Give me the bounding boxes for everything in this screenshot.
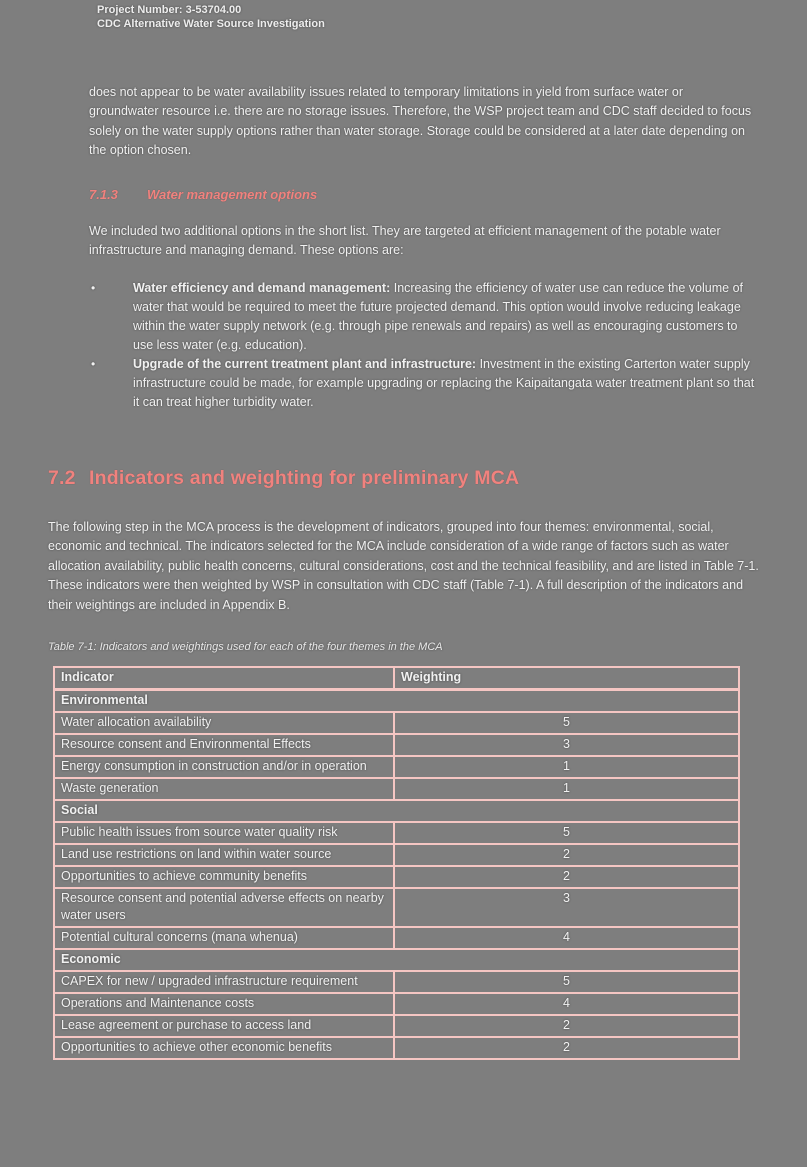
table-row xyxy=(54,971,739,993)
bullet-text: Investment in the existing Carterton water supply infrastructure could be made, for example upgrading or replacing the Kaipaitangata water treatment plant so that it can treat higher turbidity water. xyxy=(133,357,755,409)
table-body xyxy=(54,690,739,1060)
table-section-row xyxy=(54,949,739,971)
indicator-cell: Lease agreement or purchase to access land xyxy=(54,1015,394,1037)
weighting-cell: 4 xyxy=(394,927,739,949)
section-number: 7.1.3 xyxy=(89,187,118,202)
list-item xyxy=(89,279,757,355)
indicator-cell: Opportunities to achieve community benefits xyxy=(54,866,394,888)
weighting-cell: 5 xyxy=(394,822,739,844)
list-item xyxy=(89,355,757,412)
table-row xyxy=(54,712,739,734)
weighting-cell: 2 xyxy=(394,1015,739,1037)
indicator-cell: Operations and Maintenance costs xyxy=(54,993,394,1015)
column-header-weighting: Weighting xyxy=(394,667,739,690)
weighting-cell: 4 xyxy=(394,993,739,1015)
table-row xyxy=(54,756,739,778)
options-bullet-list xyxy=(89,279,757,412)
table-section-row xyxy=(54,690,739,713)
bullet-lead: Water efficiency and demand management: xyxy=(133,281,391,295)
weighting-cell: 5 xyxy=(394,712,739,734)
document-title: CDC Alternative Water Source Investigation xyxy=(97,18,325,30)
mca-table xyxy=(53,666,740,1060)
indicator-cell: Opportunities to achieve other economic benefits xyxy=(54,1037,394,1059)
table-section-label: Environmental xyxy=(54,690,739,713)
weighting-cell: 5 xyxy=(394,971,739,993)
section-heading-713 xyxy=(89,187,317,202)
indicator-cell: Resource consent and potential adverse effects on nearby water users xyxy=(54,888,394,927)
table-header-row xyxy=(54,667,739,690)
weighting-cell: 3 xyxy=(394,888,739,927)
indicator-cell: Energy consumption in construction and/or in operation xyxy=(54,756,394,778)
bullet-lead: Upgrade of the current treatment plant and infrastructure: xyxy=(133,357,477,371)
weighting-cell: 3 xyxy=(394,734,739,756)
page-header xyxy=(97,3,325,31)
weighting-cell: 2 xyxy=(394,866,739,888)
table-row xyxy=(54,734,739,756)
weighting-cell: 2 xyxy=(394,844,739,866)
table-section-row xyxy=(54,800,739,822)
project-number: Project Number: 3-53704.00 xyxy=(97,4,242,16)
weighting-cell: 2 xyxy=(394,1037,739,1059)
table-row xyxy=(54,1037,739,1059)
section-number: 7.2 xyxy=(48,467,76,489)
indicator-cell: Public health issues from source water quality risk xyxy=(54,822,394,844)
table-row xyxy=(54,778,739,800)
bullet-icon: • xyxy=(91,357,96,371)
intro-paragraph: does not appear to be water availability issues related to temporary limitations in yield from surface water or groundwater resource i.e. there are no storage issues. Therefore, the WSP project team and CDC staff decided to focus solely on the water supply options rather than water storage. Storage could be considered at a later date depending on the option chosen. xyxy=(89,84,752,157)
section-72-paragraph: The following step in the MCA process is the development of indicators, grouped into four themes: environmental, social, economic and technical. The indicators selected for the MCA include consideration of a wide range of factors such as water allocation availability, public health concerns, cultural considerations, cost and the technical feasibility, and are listed in Table 7-1. These indicators were then weighted by WSP in consultation with CDC staff (Table 7-1). A full description of the indicators and their weightings are included in Appendix B. xyxy=(48,519,759,612)
table-row xyxy=(54,927,739,949)
table-row xyxy=(54,1015,739,1037)
indicator-cell: Water allocation availability xyxy=(54,712,394,734)
table-section-label: Economic xyxy=(54,949,739,971)
table-section-label: Social xyxy=(54,800,739,822)
table-row xyxy=(54,888,739,927)
indicator-cell: CAPEX for new / upgraded infrastructure requirement xyxy=(54,971,394,993)
table-row xyxy=(54,822,739,844)
section-heading-72 xyxy=(48,467,519,490)
indicator-cell: Potential cultural concerns (mana whenua) xyxy=(54,927,394,949)
table-row xyxy=(54,866,739,888)
table-caption: Table 7-1: Indicators and weightings used for each of the four themes in the MCA xyxy=(48,641,443,653)
bullet-text: Increasing the efficiency of water use can reduce the volume of water that would be required to meet the future projected demand. This option would involve reducing leakage within the water supply network (e.g. through pipe renewals and repairs) as well as encouraging customers to use less water (e.g. education). xyxy=(133,281,743,352)
table-row xyxy=(54,844,739,866)
table-row xyxy=(54,993,739,1015)
column-header-indicator: Indicator xyxy=(54,667,394,690)
indicator-cell: Waste generation xyxy=(54,778,394,800)
weighting-cell: 1 xyxy=(394,756,739,778)
indicator-cell: Resource consent and Environmental Effects xyxy=(54,734,394,756)
bullet-icon: • xyxy=(91,281,96,295)
indicator-cell: Land use restrictions on land within water source xyxy=(54,844,394,866)
section-713-paragraph: We included two additional options in the short list. They are targeted at efficient management of the potable water infrastructure and managing demand. These options are: xyxy=(89,223,721,257)
section-title: Indicators and weighting for preliminary MCA xyxy=(89,467,520,489)
section-title: Water management options xyxy=(147,187,318,202)
weighting-cell: 1 xyxy=(394,778,739,800)
